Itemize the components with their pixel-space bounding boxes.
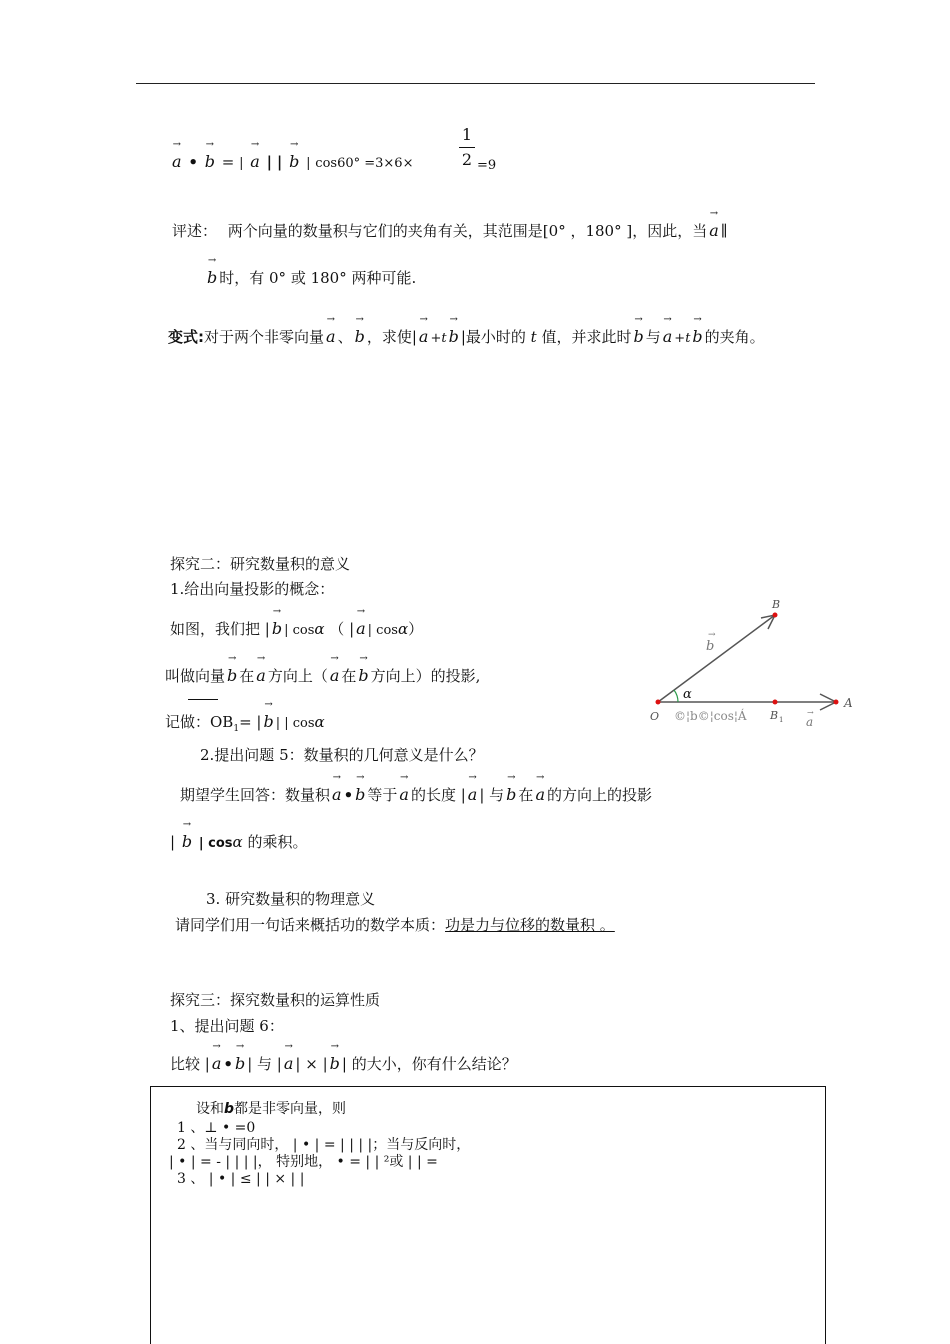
label-alpha: α: [683, 687, 692, 702]
point-b: [773, 613, 778, 618]
header-rule: [136, 83, 815, 84]
angle-arc: [674, 690, 678, 702]
projection-notation: 记做：$OB_1=$ |→ b | | cosα: [165, 712, 325, 739]
box-line-2: 2 、当与同向时， | • | = | | | |；当与反向时，: [177, 1137, 471, 1153]
comment-line-1: 评述： 两个向量的数量积与它们的夹角有关，其范围是[0° ，180° ]，因此，当→ a ∥: [172, 221, 728, 241]
box-line-0: 设和b都是非零向量，则: [196, 1101, 347, 1117]
point-a: [834, 700, 839, 705]
expected-answer-1: 期望学生回答：数量积→ a •→ b 等于→ a 的长度 |→ a | 与→ b 在→ a 的方向上的投影: [180, 785, 652, 805]
projection-line-1: 如图，我们把 |→ b | cosα （ |→ a | cosα）: [170, 619, 423, 641]
dot-product-formula: → a • → b = | → a | | → b | cos60° =3×6×: [170, 152, 413, 174]
explore2-item2: 2.提出问题 5：数量积的几何意义是什么？: [200, 746, 484, 764]
figure-caption: ©¦b©¦cos¦Á: [674, 709, 747, 723]
point-o: [656, 700, 661, 705]
box-line-4: 3 、 | • | ≤ | | × | |: [177, 1171, 305, 1187]
label-a: A: [844, 696, 853, 710]
label-vector-b: b: [706, 639, 715, 654]
comment-line-2: → b 时，有 0° 或 180° 两种可能.: [205, 268, 416, 288]
fraction-half: 1 2: [459, 124, 475, 171]
vector-a: → a: [171, 152, 183, 172]
label-o: O: [650, 710, 660, 723]
label-b: B: [772, 598, 781, 611]
label-b1-subscript: 1: [779, 716, 784, 724]
conclusion-box: [150, 1086, 826, 1344]
vector-b: → b: [204, 152, 216, 172]
point-b1: [773, 700, 778, 705]
physics-meaning: 请同学们用一句话来概括功的数学本质：功是力与位移的数量积 。: [175, 916, 615, 934]
formula-result: =9: [477, 158, 497, 173]
projection-line-2: 叫做向量→ b 在→ a 方向上（→ a 在→ b 方向上）的投影,: [165, 666, 480, 686]
variant-line: 变式:对于两个非零向量→ a 、→ b ，求使|→ a +t→ b |最小时的 t 值，并求此时→ b 与→ a +t→ b 的夹角。: [168, 327, 765, 349]
projection-figure: [640, 592, 870, 732]
label-b1: B: [770, 709, 779, 722]
svg-text:→: →: [708, 630, 716, 640]
svg-text:→: →: [807, 708, 814, 717]
expected-answer-2: | → b | cosα 的乘积。: [170, 832, 307, 854]
label-vector-a: a: [806, 715, 814, 729]
explore2-item1: 1.给出向量投影的概念：: [170, 580, 335, 598]
box-line-1: 1 、⊥ • =0: [177, 1120, 256, 1136]
explore2-item3: 3. 研究数量积的物理意义: [206, 890, 376, 908]
vector-b-line: [658, 615, 775, 702]
explore3-item1: 1、提出问题 6：: [170, 1017, 284, 1035]
ob1-overline: [188, 699, 218, 700]
explore2-title: 探究二：研究数量积的意义: [170, 555, 351, 573]
explore3-title: 探究三：探究数量积的运算性质: [170, 991, 381, 1009]
box-line-3: | • | = - | | | |， 特别地， • = | | ²或 | | =: [169, 1154, 438, 1170]
compare-question: 比较 |→ a •→ b | 与 |→ a | × |→ b | 的大小，你有什么结论？: [170, 1054, 517, 1074]
